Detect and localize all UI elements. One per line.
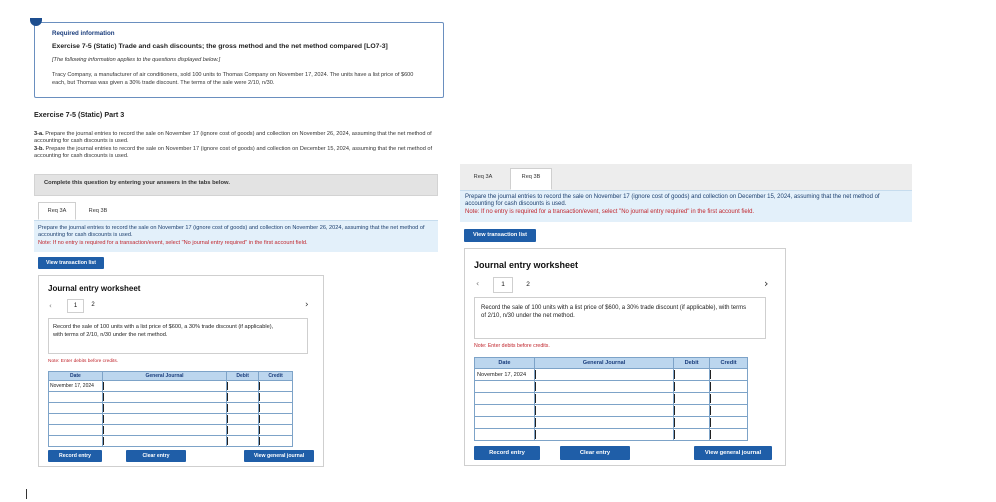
account-cell[interactable] [102,403,226,414]
debit-cell[interactable] [674,405,710,417]
account-cell[interactable] [102,414,226,425]
tab-req-3b[interactable]: Req 3B [78,202,118,220]
tab-req-3a[interactable]: Req 3A [464,168,502,186]
required-info-note: [The following information applies to the questions displayed below.] [52,57,221,63]
chevron-left-icon[interactable]: ‹ [476,279,480,288]
debit-cell[interactable] [674,417,710,429]
prompt-note: Note: If no entry is required for a transaction/event, select "No journal entry required" in the first account field. [38,240,308,246]
credit-cell[interactable] [710,405,748,417]
account-cell[interactable] [102,425,226,436]
account-cell[interactable] [102,392,226,403]
view-transaction-list-button[interactable]: View transaction list [38,257,104,269]
debit-cell[interactable] [227,436,259,447]
debit-cell[interactable] [674,381,710,393]
account-cell[interactable] [534,381,673,393]
account-cell[interactable] [534,405,673,417]
column-general-journal: General Journal [102,372,226,381]
table-row [475,417,748,429]
tab-req-3b[interactable]: Req 3B [510,168,552,190]
column-debit: Debit [674,358,710,369]
table-row [49,392,293,403]
clear-entry-button[interactable]: Clear entry [126,450,186,462]
page-1-button[interactable]: 1 [493,277,513,293]
table-row [49,436,293,447]
page-1-button[interactable]: 1 [67,299,84,313]
text-cursor [26,489,27,499]
date-cell[interactable] [49,436,103,447]
debit-cell[interactable] [227,425,259,436]
record-entry-button[interactable]: Record entry [48,450,102,462]
date-value: November 17, 2024 [477,371,527,378]
required-info-text: Tracy Company, a manufacturer of air conditioners, sold 100 units to Thomas Company on November 17, 2024. The units have a list price of $600 each, but Thomas was given a 30% trade discount. The terms of the sale were 2/10, n/30. [52,72,414,86]
view-transaction-list-button[interactable]: View transaction list [464,229,536,242]
date-cell[interactable] [49,392,103,403]
table-row [49,414,293,425]
chevron-left-icon[interactable]: ‹ [49,302,52,310]
credit-cell[interactable] [259,425,293,436]
date-cell[interactable] [49,425,103,436]
account-cell[interactable] [534,417,673,429]
instructions [34,131,434,161]
exercise-title: Exercise 7-5 (Static) Trade and cash discounts; the gross method and the net method compared [LO7-3] [52,43,388,50]
instruction-a-text: Prepare the journal entries to record the sale on November 17 (ignore cost of goods) and collection on November 26, 2024, assuming that the net method of accounting for cash discounts is used. [34,131,432,145]
date-cell[interactable] [475,405,535,417]
instruction-b-label: 3-b. [34,145,44,152]
debit-cell[interactable] [227,403,259,414]
credit-cell[interactable] [710,417,748,429]
credit-cell[interactable] [710,369,748,381]
column-credit: Credit [710,358,748,369]
table-row [475,429,748,441]
part-title: Exercise 7-5 (Static) Part 3 [34,110,125,119]
debit-cell[interactable] [227,414,259,425]
required-info-label: Required information [52,30,115,37]
debit-cell[interactable] [674,429,710,441]
view-general-journal-button[interactable]: View general journal [694,446,772,460]
prompt-text: Prepare the journal entries to record the sale on November 17 (ignore cost of goods) and collection on December 15, 2024, assuming that the net method of accounting for cash discounts is used. [465,194,880,207]
table-row [49,403,293,414]
debit-credit-note: Note: Enter debits before credits. [474,343,550,349]
date-cell[interactable] [49,403,103,414]
page-2-button[interactable]: 2 [526,281,530,288]
date-cell[interactable] [475,417,535,429]
date-cell[interactable] [475,369,535,381]
debit-cell[interactable] [227,392,259,403]
column-debit: Debit [227,372,259,381]
journal-table [474,357,748,441]
debit-credit-note: Note: Enter debits before credits. [48,359,119,364]
credit-cell[interactable] [259,392,293,403]
account-cell[interactable] [534,429,673,441]
column-date: Date [49,372,103,381]
credit-cell[interactable] [259,436,293,447]
instruction-a-label: 3-a. [34,131,44,137]
column-general-journal: General Journal [534,358,673,369]
date-cell[interactable] [49,414,103,425]
record-entry-button[interactable]: Record entry [474,446,540,460]
view-general-journal-button[interactable]: View general journal [244,450,314,462]
credit-cell[interactable] [259,403,293,414]
table-header-row [49,372,293,381]
table-row [475,369,748,381]
entry-description: Record the sale of 100 units with a list price of $600, a 30% trade discount (if applicable), with terms of 2/10, n/30 under the net method. [481,305,747,319]
clear-entry-button[interactable]: Clear entry [560,446,630,460]
worksheet-title: Journal entry worksheet [474,260,579,270]
worksheet-title: Journal entry worksheet [48,284,141,293]
credit-cell[interactable] [710,381,748,393]
column-credit: Credit [259,372,293,381]
debit-cell[interactable] [674,369,710,381]
chevron-right-icon[interactable]: › [305,300,309,310]
account-cell[interactable] [534,369,673,381]
credit-cell[interactable] [259,381,293,392]
debit-cell[interactable] [227,381,259,392]
debit-cell[interactable] [674,393,710,405]
account-cell[interactable] [102,381,226,392]
chevron-right-icon[interactable]: › [764,277,769,290]
date-cell[interactable] [475,381,535,393]
credit-cell[interactable] [259,414,293,425]
credit-cell[interactable] [710,429,748,441]
date-cell[interactable] [49,381,103,392]
prompt-note: Note: If no entry is required for a transaction/event, select "No journal entry required" in the first account field. [465,209,755,215]
table-header-row [475,358,748,369]
column-date: Date [475,358,535,369]
date-cell[interactable] [475,429,535,441]
credit-cell[interactable] [710,393,748,405]
table-row [475,405,748,417]
date-value: November 17, 2024 [50,383,94,389]
tab-req-3a[interactable]: Req 3A [38,202,76,220]
entry-description: Record the sale of 100 units with a list price of $600, a 30% trade discount (if applicable), with terms of 2/10, n/30 under the net method. [53,324,274,338]
table-row [49,425,293,436]
table-row [475,381,748,393]
page-2-button[interactable]: 2 [91,302,95,308]
table-row [475,393,748,405]
instruction-b-text: Prepare the journal entries to record the sale on November 17 (ignore cost of goods) and collection on December 15, 2024, assuming that the net method of accounting for cash discounts is used. [34,145,433,160]
journal-table [48,371,293,447]
date-cell[interactable] [475,393,535,405]
complete-banner-text: Complete this question by entering your answers in the tabs below. [44,180,230,186]
prompt-text: Prepare the journal entries to record the sale on November 17 (ignore cost of goods) and collection on November 26, 2024, assuming that the net method of accounting for cash discounts is used. [38,225,425,238]
account-cell[interactable] [102,436,226,447]
table-row [49,381,293,392]
account-cell[interactable] [534,393,673,405]
